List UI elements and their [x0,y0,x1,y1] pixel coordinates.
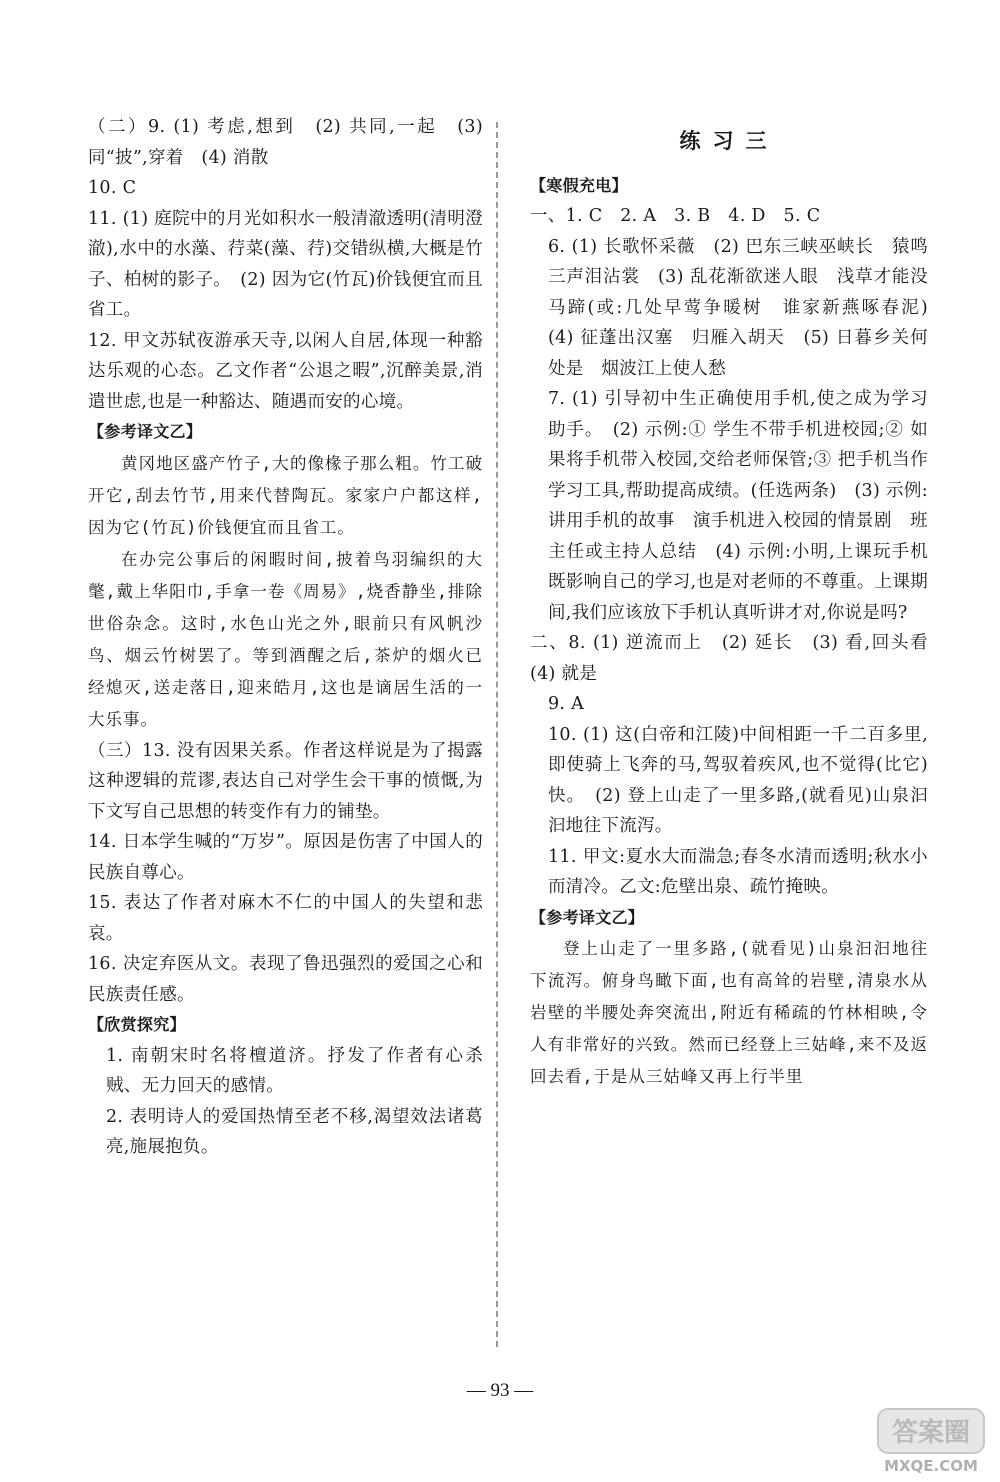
answer-16: 16. 决定弃医从文。表现了鲁迅强烈的爱国之心和民族责任感。 [88,954,483,1005]
column-divider [496,122,498,1347]
answer-10: 10. C [88,178,137,198]
answer-2-8: 二、8. (1) 逆流而上 (2) 延长 (3) 看,回头看 (4) 就是 [530,633,946,684]
answer-3-13: （三）13. 没有因果关系。作者这样说是为了揭露这种逻辑的荒谬,表达自己对学生会干事的愤慨,为下文写自己思想的转变作有力的铺垫。 [88,740,483,822]
answer-12: 12. 甲文苏轼夜游承天寺,以闲人自居,体现一种豁达乐观的心态。乙文作者“公退之暇”,沉醉美景,消遣世虑,也是一种豁达、随遇而安的心境。 [88,330,483,412]
section-header-translation: 【参考译文乙】 [88,422,203,441]
page-number: — 93 — [466,1380,534,1401]
answer-7: 7. (1) 引导初中生正确使用手机,使之成为学习助手。 (2) 示例:① 学生不带手机进校园;② 如果将手机带入校园,交给老师保管;③ 把手机当作学习工具,帮助提高成绩。(任选两条) (3) 示例:讲用手机的故事 演手机进入校园的情景剧 班主任或主持人总结 (4) 示例:小明,上课玩手机既影响自己的学习,也是对老师的不尊重。上课期间,我们应该放下手机认真听讲才对,你说是吗? [548,389,928,623]
answer-11: 11. 甲文:夏水大而湍急;春冬水清而透明;秋水小而清冷。乙文:危壁出泉、疏竹掩映。 [548,846,928,897]
answer-15: 15. 表达了作者对麻木不仁的中国人的失望和悲哀。 [88,893,483,944]
answer-9: 9. A [548,694,585,714]
exercise-title: 练习三 [679,129,779,153]
answer-14: 14. 日本学生喊的“万岁”。原因是伤害了中国人的民族自尊心。 [88,832,483,883]
answer-2-9: （二）9. (1) 考虑,想到 (2) 共同,一起 (3) 同“披”,穿着 (4) 消散 [88,117,483,168]
appreciation-answer-1: 1. 南朝宋时名将檀道济。抒发了作者有心杀贼、无力回天的感情。 [106,1045,483,1096]
answer-10: 10. (1) 这(白帝和江陵)中间相距一千二百多里,即使骑上飞奔的马,驾驭着疾风,也不觉得(比它)快。 (2) 登上山走了一里多路,(就看见)山泉汩汩地往下流泻。 [548,724,928,836]
appreciation-answer-2: 2. 表明诗人的爱国热情至老不移,渴望效法诸葛亮,施展抱负。 [106,1106,483,1157]
right-column [530,112,946,1093]
section-header-appreciation: 【欣赏探究】 [88,1015,186,1034]
section-header-winter: 【寒假充电】 [530,175,628,195]
answer-11: 11. (1) 庭院中的月光如积水一般清澈透明(清明澄澈),水中的水藻、荇菜(藻、荇)交错纵横,大概是竹子、柏树的影子。 (2) 因为它(竹瓦)价钱便宜而且省工。 [88,208,483,320]
translation-paragraph: 黄冈地区盛产竹子,大的像椽子那么粗。竹工破开它,刮去竹节,用来代替陶瓦。家家户户都这样,因为它(竹瓦)价钱便宜而且省工。 [88,453,483,537]
watermark-text: 答案圈 [891,1418,971,1448]
watermark-logo [876,1405,986,1477]
watermark-url: MXQE.COM [884,1457,978,1475]
translation-paragraph: 登上山走了一里多路,(就看见)山泉汩汩地往下流泻。俯身鸟瞰下面,也有高耸的岩壁,清泉水从岩壁的半腰处奔突流出,附近有稀疏的竹林相映,令人有非常好的兴致。然而已经登上三姑峰,来不及返回去看,于是从三姑峰又再上行半里 [530,939,928,1086]
answer-1-1-5: 一、1. C 2. A 3. B 4. D 5. C [530,206,821,226]
section-header-translation: 【参考译文乙】 [530,907,645,927]
answer-6: 6. (1) 长歌怀采薇 (2) 巴东三峡巫峡长 猿鸣三声泪沾裳 (3) 乱花渐欲迷人眼 浅草才能没马蹄(或:几处早莺争暖树 谁家新燕啄春泥) (4) 征蓬出汉塞 归雁入胡天 (5) 日暮乡关何处是 烟波江上使人愁 [548,236,946,379]
left-column [88,112,483,1163]
translation-paragraph: 在办完公事后的闲暇时间,披着鸟羽编织的大氅,戴上华阳巾,手拿一卷《周易》,烧香静坐,排除世俗杂念。这时,水色山光之外,眼前只有风帆沙鸟、烟云竹树罢了。等到酒醒之后,茶炉的烟火已经熄灭,送走落日,迎来皓月,这也是谪居生活的一大乐事。 [88,549,483,729]
